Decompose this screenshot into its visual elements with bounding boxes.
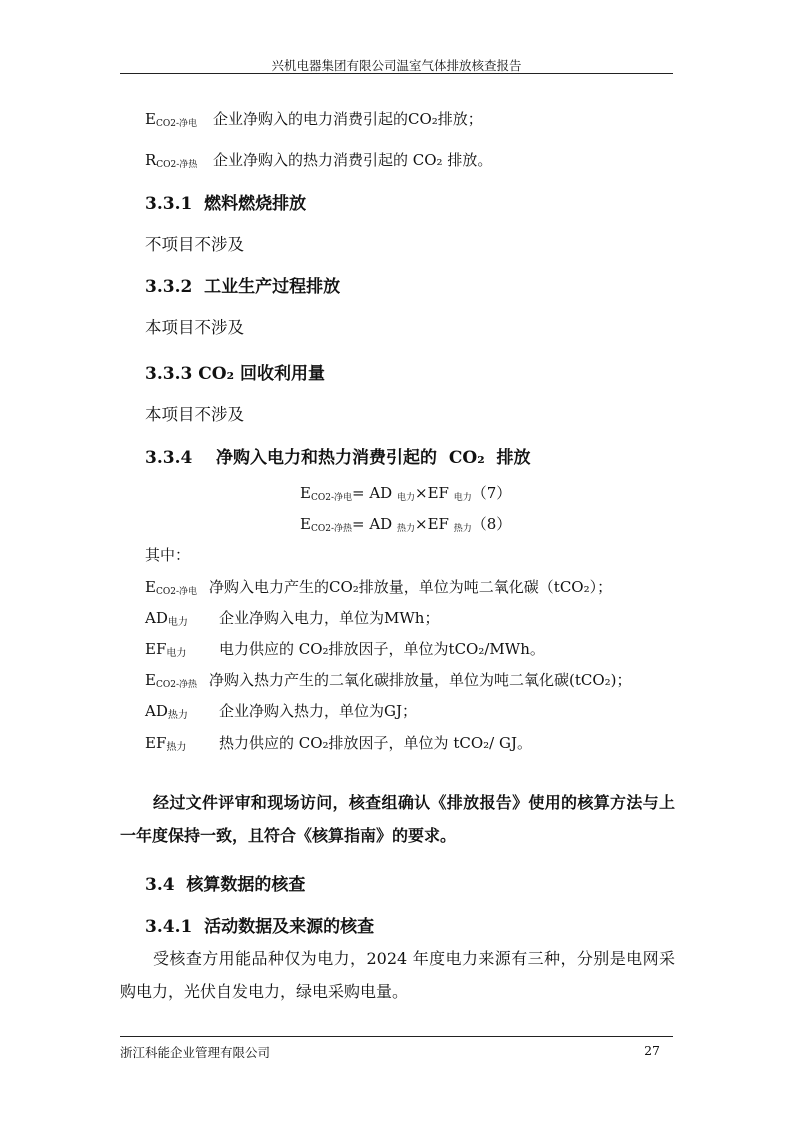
def-description: 企业净购入的电力消费引起的CO₂排放；	[213, 110, 483, 128]
var-subscript: 热力	[167, 710, 188, 721]
heading-3-4-1	[145, 912, 374, 937]
var-symbol: EF	[145, 734, 167, 752]
page-number: 27	[644, 1043, 660, 1058]
formula-ef-sub: 电力	[453, 493, 472, 503]
formula-ad-sub: 热力	[396, 524, 415, 534]
var-def-ef-elec	[145, 638, 545, 659]
conclusion-paragraph: 经过文件评审和现场访问，核查组确认《排放报告》使用的核算方法与上一年度保持一致，且符合《核算指南》的要求。	[120, 793, 675, 845]
section-title: CO₂ 回收利用量	[198, 364, 325, 384]
var-subscript: CO2-净电	[155, 587, 197, 597]
var-subscript: CO2-净热	[155, 680, 197, 690]
var-def-e-net-heat	[145, 669, 632, 690]
footer-company: 浙江科能企业管理有限公司	[120, 1045, 271, 1060]
def-description: 企业净购入的热力消费引起的 CO₂ 排放。	[213, 151, 493, 169]
formula-lhs: E	[300, 484, 311, 502]
var-symbol: E	[145, 671, 156, 689]
formula-7	[300, 482, 511, 503]
section-number: 3.3.3	[145, 364, 193, 384]
formula-lhs-sub: CO2-净电	[310, 493, 352, 503]
formula-times: ×EF	[415, 515, 449, 533]
section-title: 核算数据的核查	[186, 875, 306, 895]
section-body-3-3-1: 不项目不涉及	[145, 235, 244, 254]
section-title: 燃料燃烧排放	[204, 194, 307, 214]
var-description: 热力供应的 CO₂排放因子，单位为 tCO₂/ GJ。	[219, 734, 532, 752]
var-subscript: 热力	[166, 742, 187, 753]
def-subscript: CO2-净热	[156, 160, 198, 170]
section-number: 3.4	[145, 875, 175, 895]
section-number: 3.3.4	[145, 448, 193, 468]
formula-8	[300, 513, 511, 534]
var-symbol: E	[145, 578, 156, 596]
var-symbol: EF	[145, 640, 167, 658]
var-description: 企业净购入电力，单位为MWh；	[219, 609, 440, 627]
heading-3-3-1	[145, 189, 306, 214]
section-body-3-3-2: 本项目不涉及	[145, 318, 244, 337]
heading-3-4	[145, 870, 305, 895]
footer-rule	[120, 1036, 673, 1037]
var-symbol: AD	[145, 702, 168, 720]
formula-eq: = AD	[352, 515, 393, 533]
def-r-co2-net-heat	[145, 149, 492, 170]
header-rule	[120, 73, 673, 74]
def-symbol: E	[145, 110, 156, 128]
var-symbol: AD	[145, 609, 168, 627]
var-def-ef-heat	[145, 732, 532, 753]
section-title: 活动数据及来源的核查	[204, 917, 375, 937]
section-title: 净购入电力和热力消费引起的 CO₂ 排放	[216, 448, 531, 468]
var-description: 净购入热力产生的二氧化碳排放量，单位为吨二氧化碳(tCO₂)；	[209, 671, 632, 689]
section-body-3-3-3: 本项目不涉及	[145, 405, 244, 424]
page-header: 兴机电器集团有限公司温室气体排放核查报告	[271, 58, 522, 73]
formula-lhs-sub: CO2-净热	[310, 524, 352, 534]
def-e-co2-net-elec	[145, 108, 483, 129]
var-def-ad-heat	[145, 700, 417, 721]
var-description: 电力供应的 CO₂排放因子，单位为tCO₂/MWh。	[219, 640, 545, 658]
heading-3-3-3	[145, 359, 325, 384]
var-def-ad-elec	[145, 607, 439, 628]
var-def-e-net-elec	[145, 576, 612, 597]
section-body-3-4-1: 受核查方用能品种仅为电力，2024 年度电力来源有三种，分别是电网采购电力，光伏自发电力，绿电采购电量。	[120, 949, 675, 1001]
def-symbol: R	[145, 151, 157, 169]
formula-ef-sub: 热力	[453, 524, 472, 534]
var-description: 企业净购入热力，单位为GJ；	[219, 702, 417, 720]
section-number: 3.3.2	[145, 277, 193, 297]
formula-tag: （7）	[471, 484, 512, 502]
section-number: 3.3.1	[145, 194, 193, 214]
var-subscript: 电力	[166, 648, 187, 659]
formula-lhs: E	[300, 515, 311, 533]
def-subscript: CO2-净电	[155, 119, 197, 129]
formula-times: ×EF	[415, 484, 449, 502]
var-subscript: 电力	[167, 617, 188, 628]
where-label: 其中：	[145, 546, 191, 564]
var-description: 净购入电力产生的CO₂排放量，单位为吨二氧化碳（tCO₂）；	[209, 578, 613, 596]
formula-tag: （8）	[471, 515, 512, 533]
heading-3-3-4	[145, 443, 530, 468]
section-number: 3.4.1	[145, 917, 193, 937]
formula-eq: = AD	[352, 484, 393, 502]
section-title: 工业生产过程排放	[204, 277, 341, 297]
formula-ad-sub: 电力	[396, 493, 415, 503]
heading-3-3-2	[145, 272, 340, 297]
